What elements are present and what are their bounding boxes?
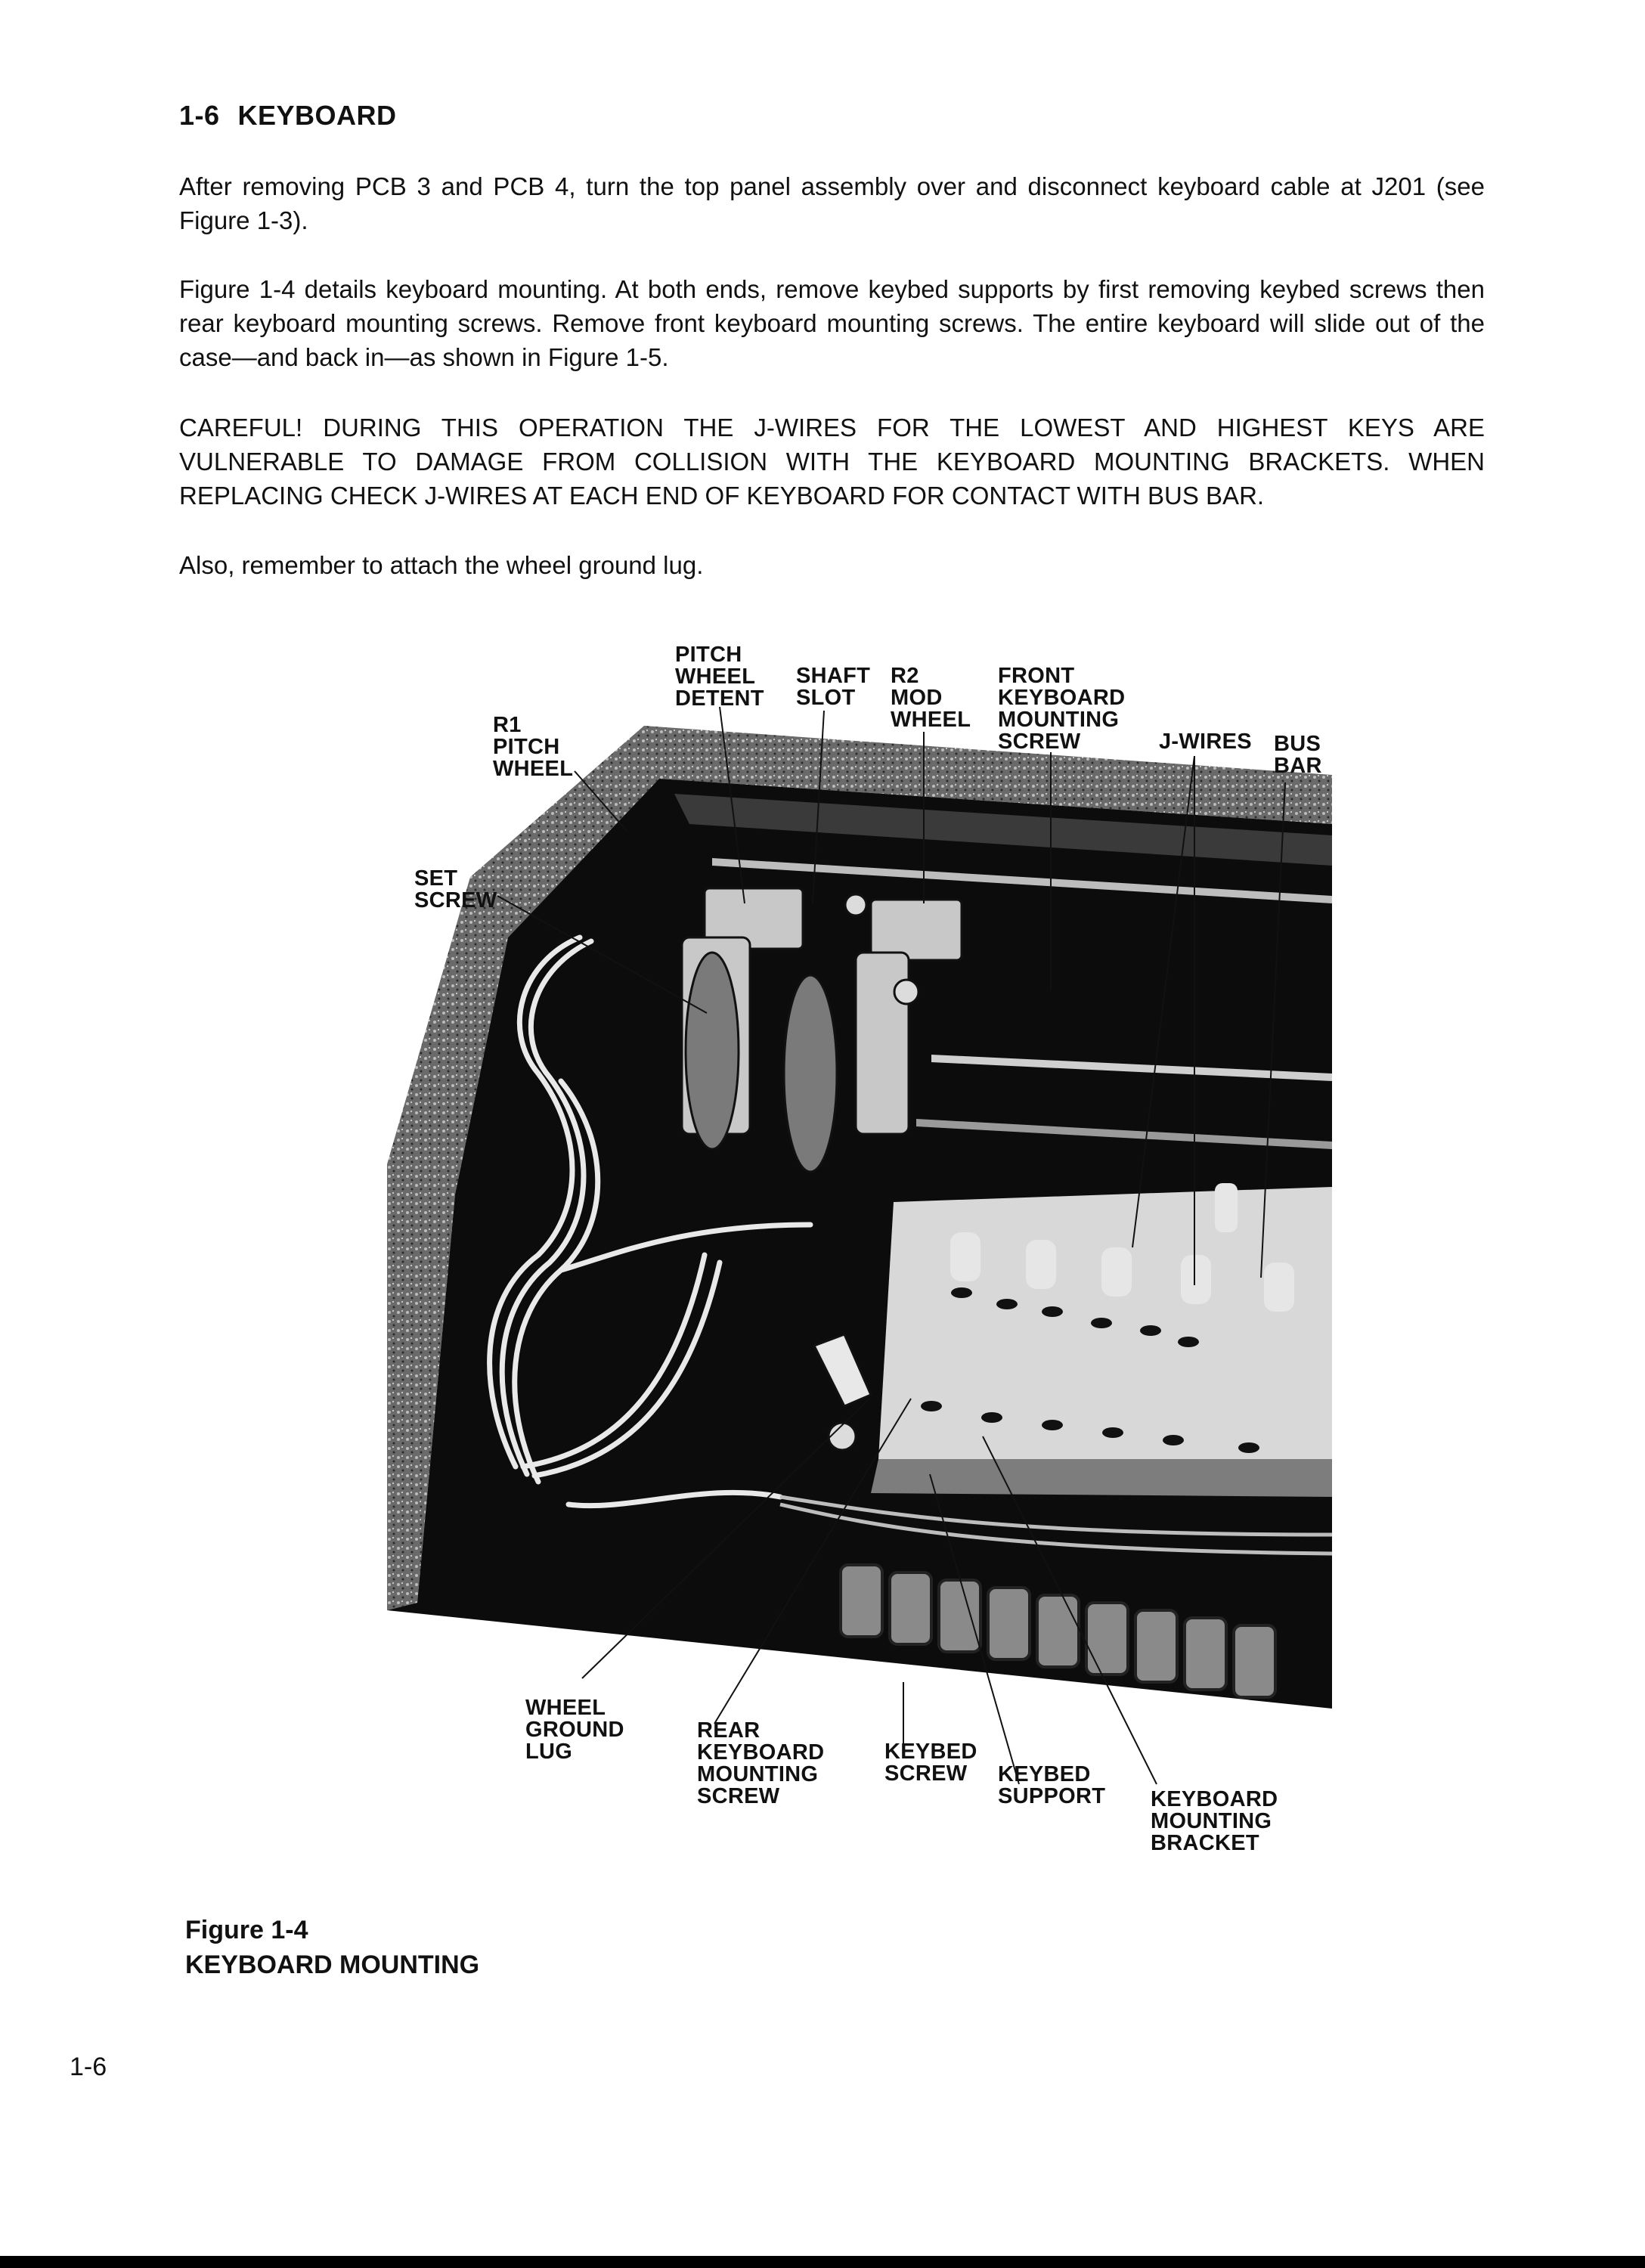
label-front-keyboard-mounting-screw: FRONT KEYBOARD MOUNTING SCREW (998, 664, 1126, 754)
label-set-screw: SET SCREW (414, 866, 497, 912)
paragraph-caution: CAREFUL! DURING THIS OPERATION THE J-WIRES FOR THE LOWEST AND HIGHEST KEYS ARE VULNERABLE TO DAMAGE FROM COLLISION WITH THE KEYBOARD MOUNTING BRACKETS. WHEN REPLACING CHECK J-WIRES AT EACH END OF KEYBOARD FOR CONTACT WITH BUS BAR. (179, 414, 1485, 510)
paragraph-keyboard-mounting: Figure 1-4 details keyboard mounting. At both ends, remove keybed supports by first removing keybed screws then rear keyboard mounting screws. Remove front keyboard mounting screws. The entire keyboard will slide out of the case—and back in—as shown in Figure 1-5. (179, 275, 1485, 371)
label-rear-keyboard-mounting-screw: REAR KEYBOARD MOUNTING SCREW (697, 1718, 825, 1808)
figure-caption-number: Figure 1-4 (185, 1916, 308, 1944)
figure-caption-title: KEYBOARD MOUNTING (185, 1950, 480, 1979)
label-r1-pitch-wheel: R1 PITCH WHEEL (493, 713, 574, 781)
label-shaft-slot: SHAFT SLOT (796, 664, 871, 710)
label-r2-mod-wheel: R2 MOD WHEEL (891, 664, 971, 732)
section-number: 1-6 (179, 100, 220, 131)
label-wheel-ground-lug: WHEEL GROUND LUG (525, 1696, 624, 1764)
paragraph-disconnect-cable: After removing PCB 3 and PCB 4, turn the top panel assembly over and disconnect keyboard cable at J201 (see Figure 1-3). (179, 172, 1485, 234)
figure-caption (185, 1913, 479, 1982)
label-keyboard-mounting-bracket: KEYBOARD MOUNTING BRACKET (1151, 1787, 1278, 1855)
label-j-wires: J-WIRES (1159, 730, 1252, 754)
label-keybed-support: KEYBED SUPPORT (998, 1762, 1106, 1808)
label-pitch-wheel-detent: PITCH WHEEL DETENT (675, 643, 764, 711)
paragraph-ground-lug: Also, remember to attach the wheel ground lug. (179, 551, 704, 579)
section-title: KEYBOARD (237, 100, 397, 131)
section-heading (179, 100, 397, 132)
keyboard-mounting-photo (387, 711, 1332, 1709)
label-bus-bar: BUS BAR (1274, 732, 1322, 778)
label-keybed-screw: KEYBED SCREW (884, 1740, 977, 1786)
page-number: 1-6 (70, 2053, 107, 2081)
bottom-rule (0, 2256, 1645, 2268)
